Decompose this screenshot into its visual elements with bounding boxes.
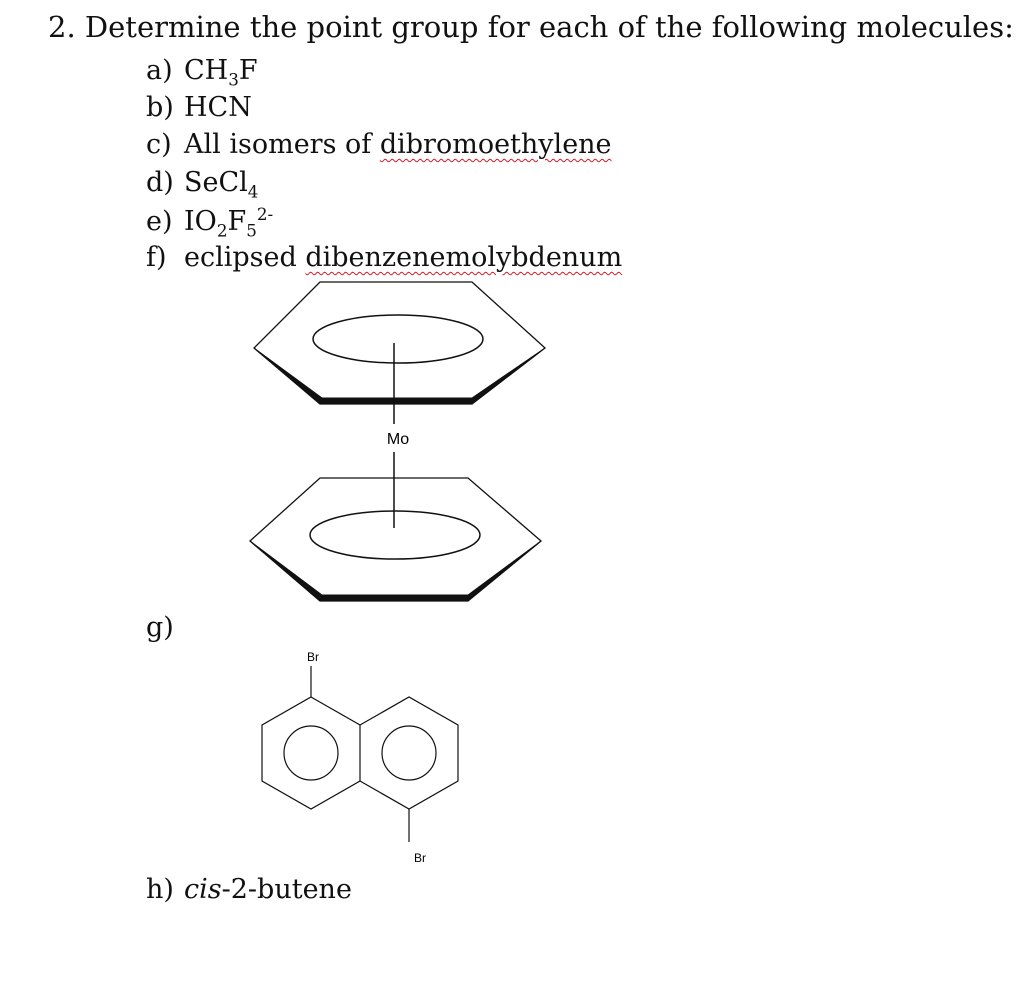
- bromine-top-label: Br: [307, 650, 319, 664]
- item-b-label: b): [146, 92, 174, 123]
- bottom-benzene-ring: [250, 478, 541, 601]
- bromine-bottom-label: Br: [414, 851, 426, 865]
- question-prompt: Determine the point group for each of the following molecules:: [84, 10, 1014, 44]
- item-c-spellcheck-word[interactable]: dibromoethylene: [379, 129, 612, 160]
- item-a-formula-1: CH: [184, 55, 229, 86]
- item-b-text: HCN: [184, 92, 252, 123]
- dibenzenemolybdenum-diagram: [250, 282, 545, 601]
- item-a-formula-sub: 3: [228, 69, 239, 90]
- item-d-formula-1: SeCl: [184, 167, 248, 198]
- item-e-formula-sub-1: 2: [216, 220, 228, 241]
- question-number: 2.: [48, 10, 76, 44]
- item-a-label: a): [146, 55, 173, 86]
- item-e-charge: 2-: [256, 204, 274, 224]
- top-benzene-ring: [254, 282, 545, 404]
- item-e-label: e): [146, 206, 173, 237]
- item-d-label: d): [146, 167, 174, 198]
- item-c-text: All isomers of: [184, 129, 380, 160]
- item-f-label: f): [146, 242, 167, 273]
- item-e-formula-1: IO: [184, 206, 217, 237]
- item-d-formula-sub: 4: [247, 181, 259, 202]
- item-h-label: h): [146, 874, 174, 905]
- item-a-formula-2: F: [238, 55, 258, 86]
- item-h-text: -2-butene: [221, 874, 352, 905]
- item-g-label: g): [146, 612, 174, 643]
- item-f-spellcheck-word[interactable]: dibenzenemolybdenum: [305, 242, 623, 273]
- item-f-text: eclipsed: [184, 242, 306, 273]
- item-e-formula-sub-2: 5: [246, 220, 257, 241]
- item-h-prefix: cis: [184, 874, 222, 905]
- item-e-formula-2: F: [227, 206, 247, 237]
- dibromonaphthalene-diagram: [262, 650, 458, 865]
- item-c-label: c): [146, 129, 172, 160]
- molybdenum-atom-label: Mo: [386, 431, 410, 448]
